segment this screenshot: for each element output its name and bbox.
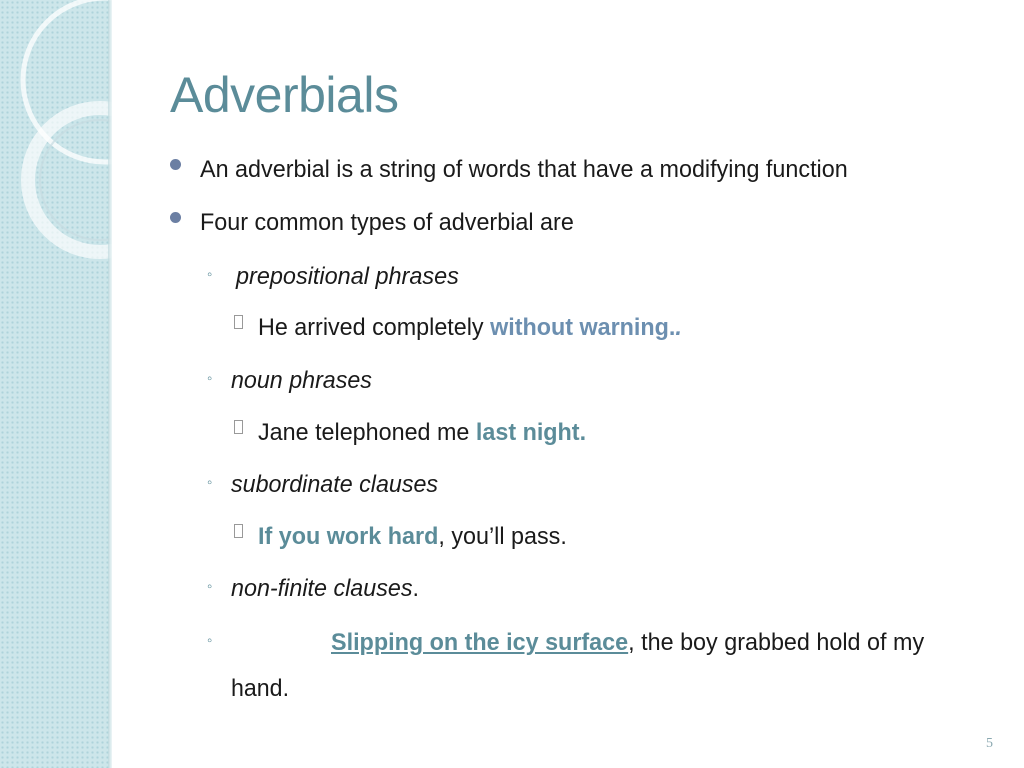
label-text: non-finite clauses (231, 575, 413, 602)
ring-bullet-icon: ◦ (207, 474, 213, 491)
label-suffix: . (412, 575, 420, 602)
example-punct-italic: . (675, 314, 682, 341)
ring-bullet-icon: ◦ (207, 266, 213, 283)
example-punct: . (668, 314, 676, 341)
type-subordinate-label: subordinate clauses (231, 471, 439, 498)
bullet-2-text: Four common types of adverbial are (200, 209, 574, 236)
ring-bullet-icon: ◦ (207, 370, 213, 387)
example-subordinate (258, 523, 567, 551)
example-text: Jane telephoned me (258, 419, 476, 446)
example-text: , the boy grabbed hold of my (628, 629, 925, 656)
type-prepositional-label: prepositional phrases (236, 263, 459, 290)
decorative-rings (0, 0, 112, 768)
type-nonfinite-label (231, 575, 419, 603)
box-bullet-icon (234, 315, 243, 329)
example-highlight: Slipping on the icy surface (331, 629, 629, 656)
example-nonfinite-continuation: hand. (231, 675, 290, 702)
example-prepositional (258, 314, 682, 342)
decorative-sidebar (0, 0, 112, 768)
slide-title: Adverbials (170, 67, 399, 123)
example-text: He arrived completely (258, 314, 491, 341)
bullet-dot-icon (170, 159, 181, 170)
box-bullet-icon (234, 524, 243, 538)
box-bullet-icon (234, 420, 243, 434)
ring-bullet-icon: ◦ (207, 632, 213, 649)
example-highlight: without warning (490, 314, 669, 341)
bullet-1-text: An adverbial is a string of words that have a modifying function (200, 156, 848, 183)
example-noun (258, 419, 586, 447)
example-nonfinite (331, 629, 924, 657)
example-highlight: last night. (475, 419, 587, 446)
example-text: , you’ll pass. (438, 523, 567, 550)
page-number: 5 (986, 736, 993, 751)
type-noun-label: noun phrases (231, 367, 372, 394)
sidebar-edge (108, 0, 112, 768)
example-highlight: If you work hard (258, 523, 439, 550)
ring-bullet-icon: ◦ (207, 578, 213, 595)
bullet-dot-icon (170, 212, 181, 223)
